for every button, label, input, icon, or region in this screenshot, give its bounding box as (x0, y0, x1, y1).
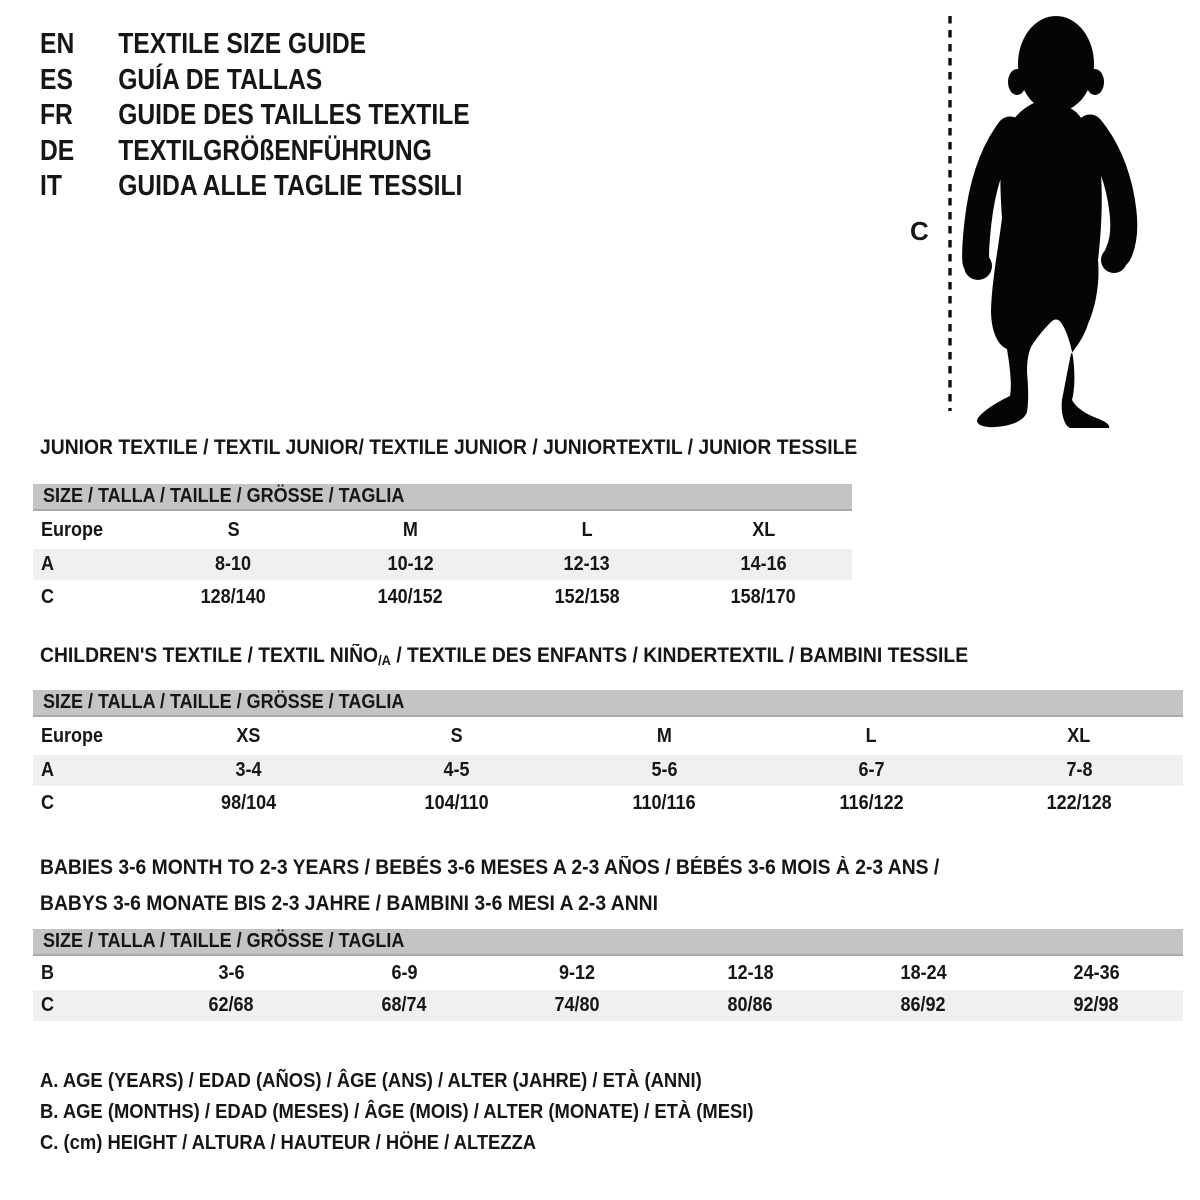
guide-title: TEXTILE SIZE GUIDE (118, 28, 367, 60)
language-code: FR (40, 99, 73, 131)
section-title: JUNIOR TEXTILE / TEXTIL JUNIOR/ TEXTILE JUNIOR / JUNIORTEXTIL / JUNIOR TESSILE (40, 436, 858, 459)
size-value: 110/116 (632, 791, 696, 814)
section-title-text: / TEXTILE DES ENFANTS / KINDERTEXTIL / BAMBINI TESSILE (390, 644, 969, 667)
size-cell (145, 553, 322, 576)
size-value: 68/74 (381, 994, 428, 1016)
size-value: 62/68 (208, 994, 255, 1016)
size-cell (145, 725, 353, 748)
size-cell (1010, 994, 1183, 1017)
guide-title: GUÍA DE TALLAS (118, 63, 323, 96)
language-code: DE (40, 134, 75, 167)
size-value: 74/80 (554, 994, 601, 1016)
size-value: M (402, 518, 418, 541)
size-value: 4-5 (443, 759, 470, 781)
size-cell (499, 586, 676, 609)
size-header-bar (33, 929, 1183, 956)
size-value: 80/86 (727, 994, 774, 1016)
children-section (33, 645, 1183, 820)
size-value: 12-18 (727, 961, 774, 984)
size-value: XL (752, 518, 776, 541)
table-row (33, 786, 1183, 820)
size-value: S (227, 518, 240, 541)
section-title-text: CHILDREN'S TEXTILE / TEXTIL NIÑO (40, 644, 379, 667)
row-label-cell (33, 994, 145, 1017)
list-item (40, 27, 470, 63)
size-value: 3-6 (218, 961, 245, 984)
size-value: 3-4 (235, 759, 262, 781)
section-title: BABIES 3-6 MONTH TO 2-3 YEARS / BEBÉS 3-6 MESES A 2-3 AÑOS / BÉBÉS 3-6 MOIS À 2-3 ANS / (40, 856, 940, 879)
size-value: 158/170 (731, 585, 797, 608)
row-label-cell (33, 962, 145, 985)
row-label: Europe (41, 518, 104, 541)
row-label-cell (33, 792, 145, 815)
size-cell (318, 994, 491, 1017)
size-cell (491, 994, 664, 1017)
size-value: XL (1067, 724, 1091, 747)
size-cell (322, 586, 499, 609)
size-cell (768, 792, 976, 815)
size-value: 104/110 (424, 791, 489, 814)
table-row (33, 549, 852, 580)
size-cell (675, 553, 852, 576)
size-value: 12-13 (563, 553, 610, 575)
size-value: M (656, 724, 672, 747)
size-cell (975, 759, 1183, 782)
size-cell (145, 792, 353, 815)
size-value: XS (236, 724, 261, 747)
size-cell (560, 792, 768, 815)
size-value: 86/92 (900, 994, 947, 1016)
height-measure-label: C (910, 216, 929, 246)
size-value: 92/98 (1073, 994, 1120, 1016)
size-cell (499, 519, 676, 542)
size-cell (768, 725, 976, 748)
size-cell (560, 725, 768, 748)
measure-legend (40, 1066, 816, 1159)
size-cell (560, 759, 768, 782)
size-value: 140/152 (377, 585, 443, 608)
language-code: EN (40, 28, 75, 60)
list-item (40, 169, 470, 205)
row-label-cell (33, 759, 145, 782)
size-value: 128/140 (200, 585, 266, 608)
guide-title: TEXTILGRÖßENFÜHRUNG (118, 134, 432, 167)
size-cell (664, 994, 837, 1017)
section-title: BABYS 3-6 MONATE BIS 2-3 JAHRE / BAMBINI 3-6 MESI A 2-3 ANNI (40, 892, 658, 915)
size-cell (353, 759, 561, 782)
row-label-cell (33, 586, 145, 609)
row-label: Europe (41, 724, 104, 747)
table-row (33, 580, 852, 614)
size-value: L (866, 724, 878, 747)
size-cell (499, 553, 676, 576)
list-item (40, 134, 470, 170)
row-label: C (41, 994, 55, 1016)
size-value: L (581, 518, 593, 541)
legend-line-a: A. AGE (YEARS) / EDAD (AÑOS) / ÂGE (ANS) / ALTER (JAHRE) / ETÀ (ANNI) (40, 1070, 702, 1092)
size-value: S (450, 724, 463, 747)
section-title (40, 645, 1092, 668)
size-value: 5-6 (650, 759, 677, 781)
guide-title: GUIDA ALLE TAGLIE TESSILI (118, 170, 463, 202)
size-cell (145, 994, 318, 1017)
size-cell (664, 962, 837, 985)
junior-section (33, 436, 858, 614)
row-label: C (41, 791, 55, 814)
language-code: IT (40, 170, 62, 202)
list-item (40, 63, 470, 99)
size-header-label: SIZE / TALLA / TAILLE / GRÖSSE / TAGLIA (43, 691, 405, 713)
list-item (40, 98, 470, 134)
size-header-label: SIZE / TALLA / TAILLE / GRÖSSE / TAGLIA (43, 930, 405, 952)
row-label-cell (33, 553, 145, 576)
size-value: 10-12 (387, 553, 434, 575)
table-row (33, 755, 1183, 786)
table-row (33, 511, 852, 549)
row-label: C (41, 585, 55, 608)
size-cell (322, 519, 499, 542)
size-value: 6-9 (391, 961, 418, 984)
size-value: 122/128 (1046, 791, 1112, 814)
size-cell (491, 962, 664, 985)
size-value: 98/104 (221, 791, 277, 814)
size-cell (145, 519, 322, 542)
table-row (33, 990, 1183, 1021)
size-cell (675, 586, 852, 609)
babies-section (33, 850, 1183, 1021)
size-value: 152/158 (554, 585, 620, 608)
row-label-cell (33, 519, 145, 542)
size-value: 8-10 (215, 553, 252, 575)
size-value: 116/122 (839, 791, 904, 814)
size-cell (768, 759, 976, 782)
row-label-cell (33, 725, 145, 748)
row-label: B (41, 961, 55, 984)
size-cell (353, 792, 561, 815)
language-code: ES (40, 63, 73, 96)
size-cell (837, 994, 1010, 1017)
legend-line-c: C. (cm) HEIGHT / ALTURA / HAUTEUR / HÖHE / ALTEZZA (40, 1132, 537, 1154)
row-label: A (41, 759, 55, 781)
size-cell (975, 725, 1183, 748)
size-cell (145, 586, 322, 609)
size-value: 24-36 (1073, 961, 1120, 984)
legend-line-b: B. AGE (MONTHS) / EDAD (MESES) / ÂGE (MOIS) / ALTER (MONATE) / ETÀ (MESI) (40, 1101, 754, 1123)
size-cell (322, 553, 499, 576)
size-value: 6-7 (858, 759, 885, 781)
size-cell (353, 725, 561, 748)
table-row (33, 717, 1183, 755)
size-cell (318, 962, 491, 985)
language-guide-list (40, 27, 470, 205)
size-value: 18-24 (900, 961, 947, 984)
size-value: 7-8 (1066, 759, 1093, 781)
size-cell (675, 519, 852, 542)
size-value: 14-16 (740, 553, 787, 575)
guide-title: GUIDE DES TAILLES TEXTILE (118, 99, 470, 131)
size-header-bar (33, 484, 852, 511)
row-label: A (41, 553, 55, 575)
size-header-bar (33, 690, 1183, 717)
size-cell (837, 962, 1010, 985)
size-cell (145, 759, 353, 782)
size-value: 9-12 (559, 961, 596, 984)
size-cell (975, 792, 1183, 815)
size-cell (1010, 962, 1183, 985)
table-row (33, 956, 1183, 990)
section-title-subscript: /A (378, 652, 391, 668)
size-cell (145, 962, 318, 985)
size-header-label: SIZE / TALLA / TAILLE / GRÖSSE / TAGLIA (43, 485, 405, 507)
toddler-silhouette-icon (900, 8, 1160, 428)
